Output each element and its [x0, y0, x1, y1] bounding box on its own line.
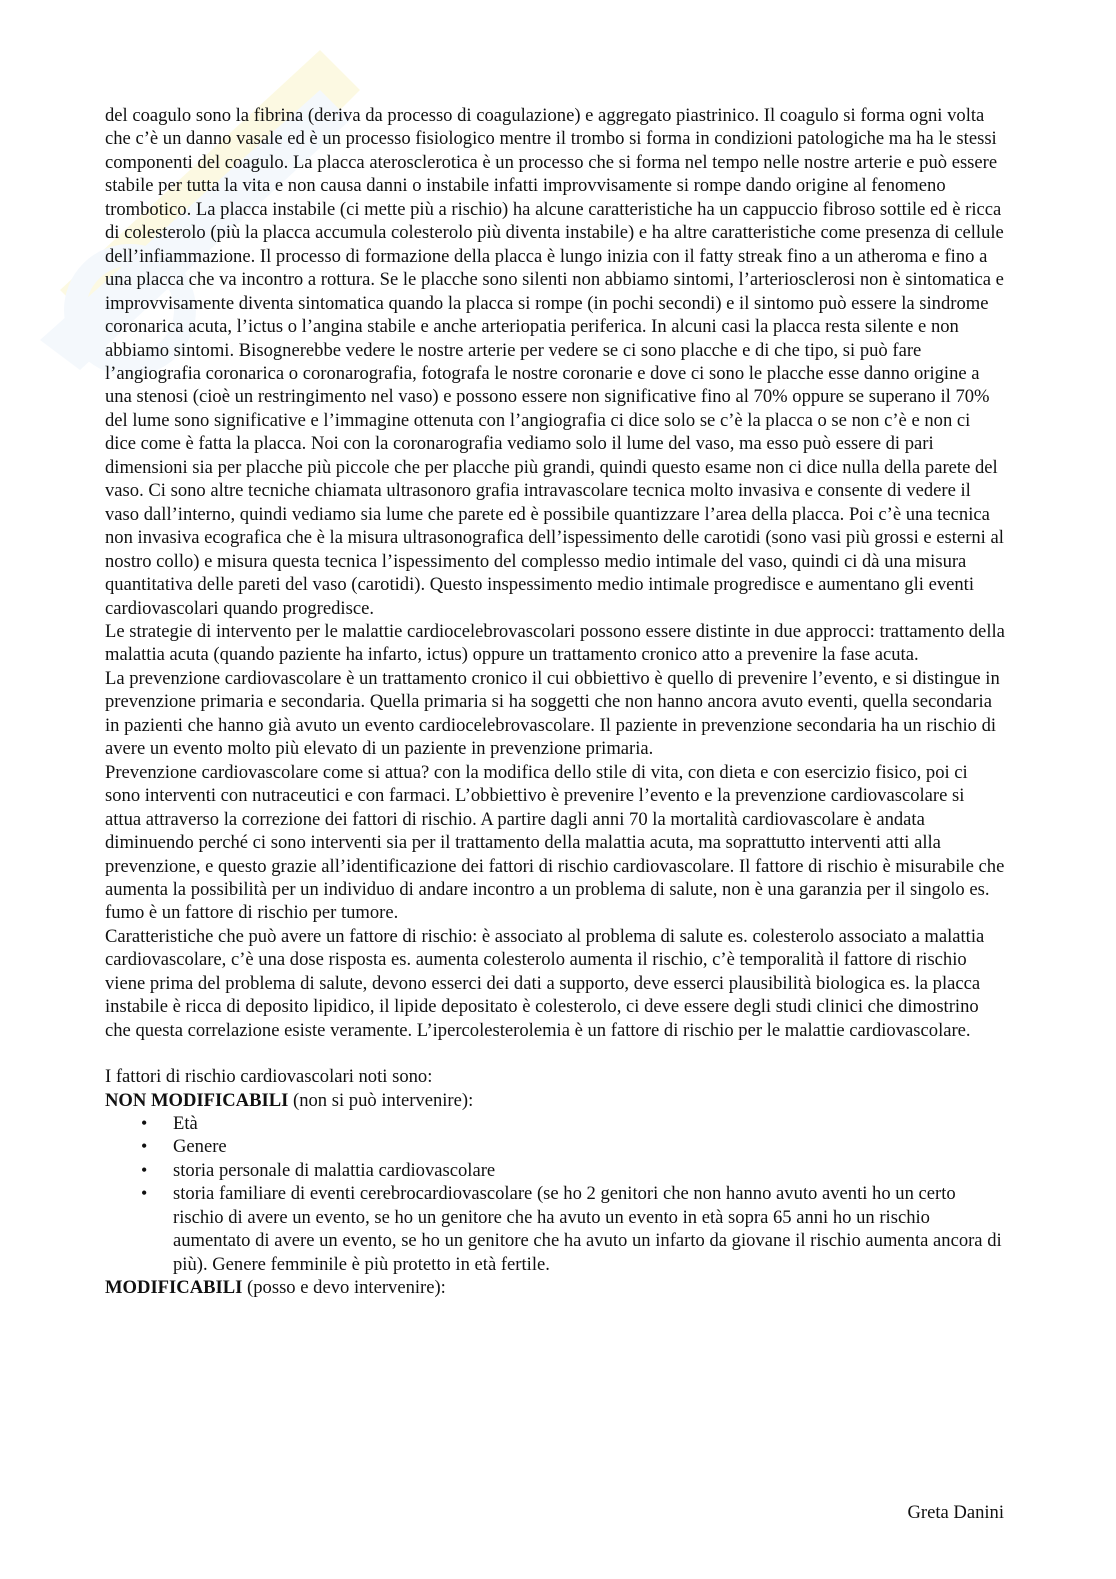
paragraph-caratteristiche-fattore: Caratteristiche che può avere un fattore di rischio: è associato al problema di salute es. colesterolo associato a malattia cardiovascolare, c’è una dose risposta es. aumenta colesterolo aumenta il rischio, c’è temporalità il fattore di rischio viene prima del problema di salute, devono esserci dei dati a supporto, deve esserci plausibilità biologica es. la placca instabile è ricca di deposito lipidico, il lipide depositato è colesterolo, ci deve essere degli studi clinici che dimostrino che questa correlazione esiste veramente. L’ipercolesterolemia è un fattore di rischio per le malattie cardiovascolare.	[105, 925, 985, 1041]
paragraph-coagulo-placca: del coagulo sono la fibrina (deriva da processo di coagulazione) e aggregato piastrinico. Il coagulo si forma ogni volta che c’è un danno vasale ed è un processo fisiologico mentre il trombo si forma in condizioni patologiche ma ha le stessi componenti del coagulo. La placca aterosclerotica è un processo che si forma nel tempo nelle nostre arterie e può essere stabile per tutta la vita e non causa danni o instabile infatti improvvisamente si rompe dando origine al fenomeno trombotico. La placca instabile (ci mette più a rischio) ha alcune caratteristiche ha un cappuccio fibroso sottile ed è ricca di colesterolo (più la placca accumula colesterolo più diventa instabile) e ha altre caratteristiche come presenza di cellule dell’infiammazione. Il processo di formazione della placca è lungo inizia con il fatty streak fino a un atheroma e fino a una placca che va incontro a rottura. Se le placche sono silenti non abbiamo sintomi, l’arteriosclerosi non è sintomatica e improvvisamente diventa sintomatica quando la placca si rompe (in pochi secondi) e il sintomo può essere la sindrome coronarica acuta, l’ictus o l’angina stabile e anche arteriopatia periferica. In alcuni casi la placca resta silente e non abbiamo sintomi. Bisognerebbe vedere le nostre arterie per vedere se ci sono placche e di che tipo, si può fare l’angiografia coronarica o coronarografia, fotografa le nostre coronarie e dove ci sono le placche esse danno origine a una stenosi (cioè un restringimento nel vaso) e possono essere non significative fino al 70% oppure se superano il 70% del lume sono significative e l’immagine ottenuta con l’angiografia ci dice solo se c’è la placca o se non c’è e non ci dice come è fatta la placca. Noi con la coronarografia vediamo solo il lume del vaso, ma esso può essere di pari dimensioni sia per placche più piccole che per placche più grandi, quindi questo esame non ci dice nulla della parete del vaso. Ci sono altre tecniche chiamata ultrasonoro grafia intravascolare tecnica molto invasiva e consente di vedere il vaso dall’interno, quindi vediamo sia lume che parete ed è possibile quantizzare l’area della placca. Poi c’è una tecnica non invasiva ecografica che è la misura ultrasonografica dell’ispessimento delle carotidi (sono vasi più grossi e esterni al nostro collo) e misura questa tecnica l’ispessimento del complesso medio intimale del vaso, quindi ci dà una misura quantitativa delle pareti del vaso (carotidi). Questo inspessimento medio intimale progredisce e aumentano gli eventi cardiovascolari quando progredisce.	[105, 105, 1004, 619]
author-footer: Greta Danini	[907, 1502, 1004, 1523]
non-modificabili-note: (non si può intervenire):	[288, 1089, 474, 1111]
list-item: • storia personale di malattia cardiovascolare	[173, 1159, 1005, 1182]
paragraph-fattori-noti: I fattori di rischio cardiovascolari noti sono:	[105, 1066, 433, 1088]
paragraph-gap	[105, 1042, 1005, 1065]
paragraph-come-si-attua: Prevenzione cardiovascolare come si attua? con la modifica dello stile di vita, con dieta e con esercizio fisico, poi ci sono interventi con nutraceutici e con farmaci. L’obbiettivo è prevenire l’evento e la prevenzione cardiovascolare si attua attraverso la correzione dei fattori di rischio. A partire dagli anni 70 la mortalità cardiovascolare è andata diminuendo perché ci sono interventi sia per il trattamento della malattia acuta, ma soprattutto interventi atti alla prevenzione, e questo grazie all’identificazione dei fattori di rischio cardiovascolare. Il fattore di rischio è misurabile che aumenta la possibilità per un individuo di andare incontro a un problema di salute, non è una garanzia per il singolo es. fumo è un fattore di rischio per tumore.	[105, 761, 1005, 924]
modificabili-label: MODIFICABILI	[105, 1277, 243, 1299]
paragraph-strategie-intervento: Le strategie di intervento per le malattie cardiocelebrovascolari possono essere distinte in due approcci: trattamento della malattia acuta (quando paziente ha infarto, ictus) oppure un trattamento cronico atto a prevenire la fase acuta.	[105, 620, 1005, 666]
non-modificabili-list	[105, 1112, 1005, 1276]
document-page	[105, 104, 1005, 1300]
list-item: • Genere	[173, 1135, 1005, 1158]
list-item: • Età	[173, 1112, 1005, 1135]
list-item: • storia familiare di eventi cerebrocardiovascolare (se ho 2 genitori che non hanno avuto aventi ho un certo rischio di avere un evento, se ho un genitore che ha avuto un evento in età sopra 65 anni ho un rischio aumentato di avere un evento, se ho un genitore che ha avuto un infarto da giovane il rischio aumenta ancora di più). Genere femminile è più protetto in età fertile.	[173, 1182, 1005, 1276]
non-modificabili-label: NON MODIFICABILI	[105, 1089, 289, 1111]
heading-non-modificabili	[105, 1089, 1005, 1112]
paragraph-prevenzione-cardiovascolare: La prevenzione cardiovascolare è un trattamento cronico il cui obbiettivo è quello di prevenire l’evento, e si distingue in prevenzione primaria e secondaria. Quella primaria si ha soggetti che non hanno ancora avuto eventi, quella secondaria in pazienti che hanno già avuto un evento cardiocelebrovascolare. Il paziente in prevenzione secondaria ha un rischio di avere un evento molto più elevato di un paziente in prevenzione primaria.	[105, 667, 1000, 760]
heading-modificabili	[105, 1276, 1005, 1299]
modificabili-note: (posso e devo intervenire):	[242, 1277, 446, 1299]
